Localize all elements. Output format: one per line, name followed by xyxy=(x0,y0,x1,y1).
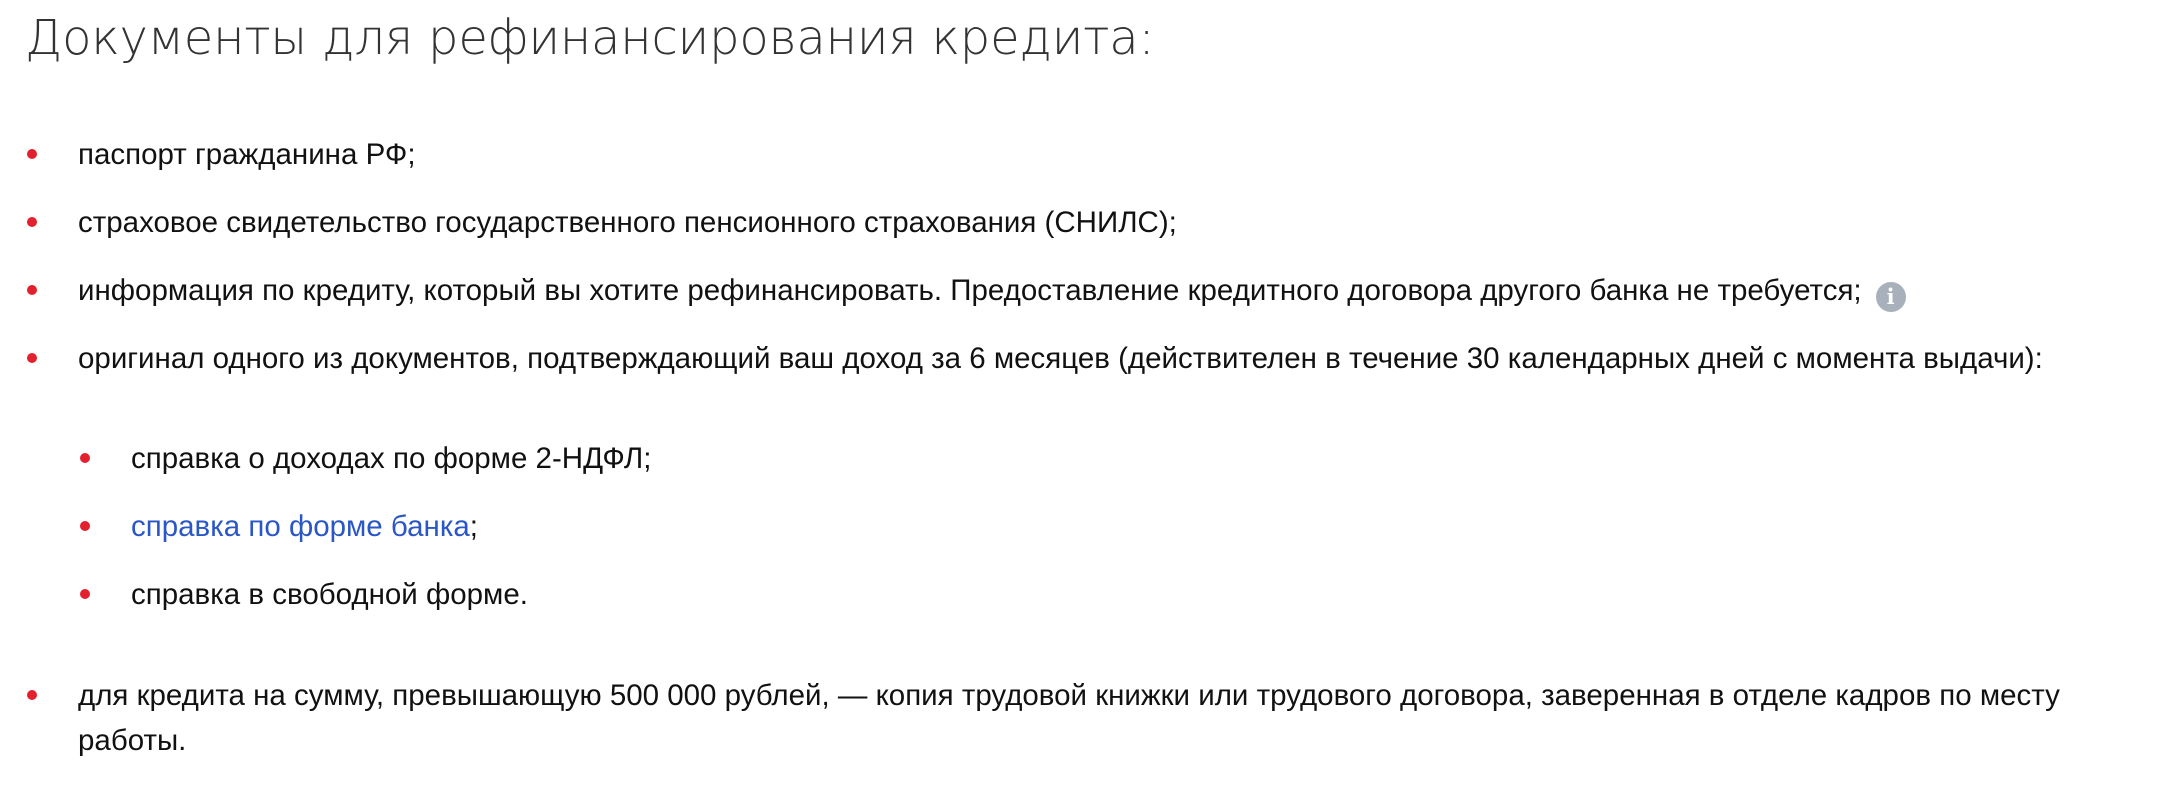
list-item-suffix: ; xyxy=(469,510,478,543)
bullet-dot xyxy=(27,353,37,363)
list-item-text: справка в свободной форме. xyxy=(131,578,528,611)
sublist-item-free-form xyxy=(131,572,2131,617)
list-item-employment-record xyxy=(78,673,2138,763)
list-item-credit-info xyxy=(78,268,2138,313)
bullet-dot xyxy=(80,453,90,463)
bank-form-link[interactable]: справка по форме банка xyxy=(131,510,470,543)
bullet-dot xyxy=(27,217,37,227)
list-item-text: справка о доходах по форме 2-НДФЛ; xyxy=(131,442,652,475)
list-item-snils xyxy=(78,200,2138,245)
sublist-item-bank-form xyxy=(131,504,2131,549)
list-item-text: информация по кредиту, который вы хотите рефинансировать. Предоставление кредитного договора другого банка не требуется; xyxy=(78,274,1862,307)
list-item-income-proof xyxy=(78,336,2138,381)
bullet-dot xyxy=(27,285,37,295)
sublist-item-2ndfl xyxy=(131,436,2131,481)
list-item-text: для кредита на сумму, превышающую 500 000 рублей, — копия трудовой книжки или трудового договора, заверенная в отделе кадров по месту работы. xyxy=(78,679,2060,757)
list-item-text: оригинал одного из документов, подтверждающий ваш доход за 6 месяцев (действителен в течение 30 календарных дней с момента выдачи): xyxy=(78,342,2043,375)
list-item-text: страховое свидетельство государственного пенсионного страхования (СНИЛС); xyxy=(78,206,1177,239)
bullet-dot xyxy=(80,521,90,531)
bullet-dot xyxy=(27,149,37,159)
info-icon[interactable]: i xyxy=(1876,282,1906,312)
bullet-dot xyxy=(27,690,37,700)
list-item-text: паспорт гражданина РФ; xyxy=(78,138,416,171)
list-item-passport xyxy=(78,132,2138,177)
bullet-dot xyxy=(80,589,90,599)
page-title: Документы для рефинансирования кредита: xyxy=(25,10,1155,66)
